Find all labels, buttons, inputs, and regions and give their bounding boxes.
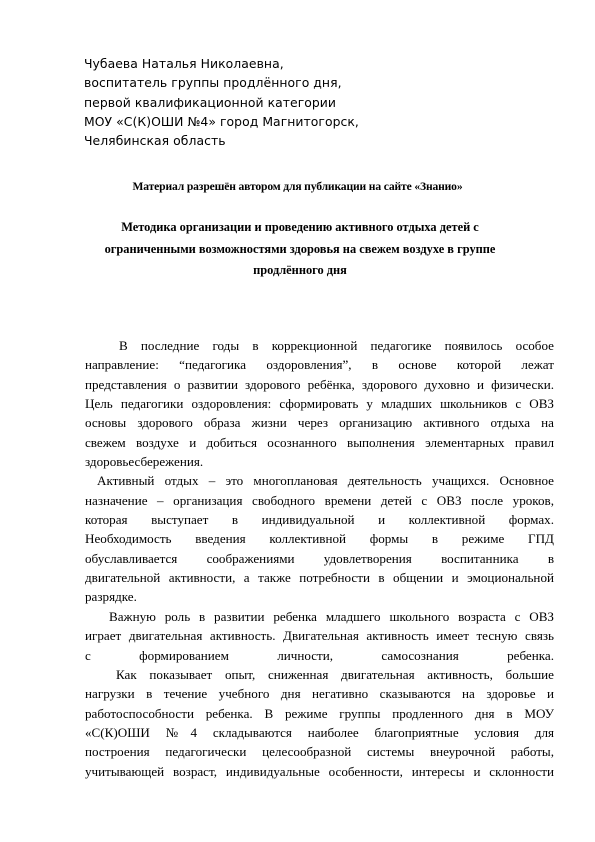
- author-category: первой квалификационной категории: [84, 94, 337, 110]
- body-line: построения педагогически целесообразной системы внеурочной работы,: [85, 744, 554, 760]
- body-line: нагрузки в течение учебного дня негативно сказываются на здоровье и: [85, 686, 554, 702]
- body-line: свежем воздухе и добиться осознанного выполнения элементарных правил: [85, 434, 554, 450]
- author-block: [84, 54, 359, 150]
- body-line: здоровьесбережения.: [85, 454, 204, 470]
- body-line: работоспособности ребенка. В режиме группы продленного дня в МОУ: [85, 705, 554, 721]
- body-line: основы здорового образа жизни через организацию активного отдыха на: [85, 415, 554, 431]
- title-line: Методика организации и проведению активного отдыха детей с: [121, 220, 479, 234]
- body-line: разрядке.: [85, 589, 137, 605]
- body-line: двигательной активности, а также потребности в общении и эмоциональной: [85, 570, 554, 586]
- body-text: [85, 336, 554, 781]
- body-line: с формированием личности, самосознания ребенка.: [85, 647, 554, 663]
- body-line: направление: “педагогика оздоровления”, в основе которой лежат: [85, 357, 554, 373]
- body-line: Активный отдых – это многоплановая деятельность учащихся. Основное: [97, 473, 554, 489]
- author-name: Чубаева Наталья Николаевна,: [84, 56, 284, 71]
- permission-note: Материал разрешён автором для публикации на сайте «Знанио»: [132, 180, 463, 193]
- title-line: продлённого дня: [253, 263, 347, 277]
- body-line: «С(К)ОШИ №4 складываются наиболее благоприятные условия для: [85, 724, 554, 740]
- body-line: В последние годы в коррекционной педагогике появилось особое: [119, 338, 554, 353]
- author-region: Челябинская область: [84, 133, 226, 149]
- body-line: Как показывает опыт, сниженная двигательная активность, большие: [116, 666, 554, 682]
- author-school: МОУ «С(К)ОШИ №4» город Магнитогорск,: [84, 113, 359, 129]
- body-line: назначение – организация свободного времени детей с ОВЗ после уроков,: [85, 492, 554, 508]
- body-line: играет двигательная активность. Двигательная активность имеет тесную связь: [85, 628, 554, 644]
- title-line: ограниченными возможностями здоровья на свежем воздухе в группе: [104, 241, 496, 256]
- body-line: Цель педагогики оздоровления: сформировать у младших школьников с ОВЗ: [85, 396, 554, 412]
- body-line: Важную роль в развитии ребенка младшего школьного возраста с ОВЗ: [109, 608, 554, 624]
- body-line: обуславливается соображениями удовлетворения воспитанника в: [85, 550, 554, 566]
- body-line: которая выступает в индивидуальной и коллективной формах.: [85, 512, 554, 528]
- body-line: представления о развитии здорового ребёнка, здорового духовно и физически.: [85, 376, 554, 392]
- author-position: воспитатель группы продлённого дня,: [84, 75, 342, 91]
- body-line: учитывающей возраст, индивидуальные особенности, интересы и склонности: [85, 763, 554, 779]
- document-title: [90, 217, 510, 282]
- body-line: Необходимость введения коллективной формы в режиме ГПД: [85, 531, 554, 547]
